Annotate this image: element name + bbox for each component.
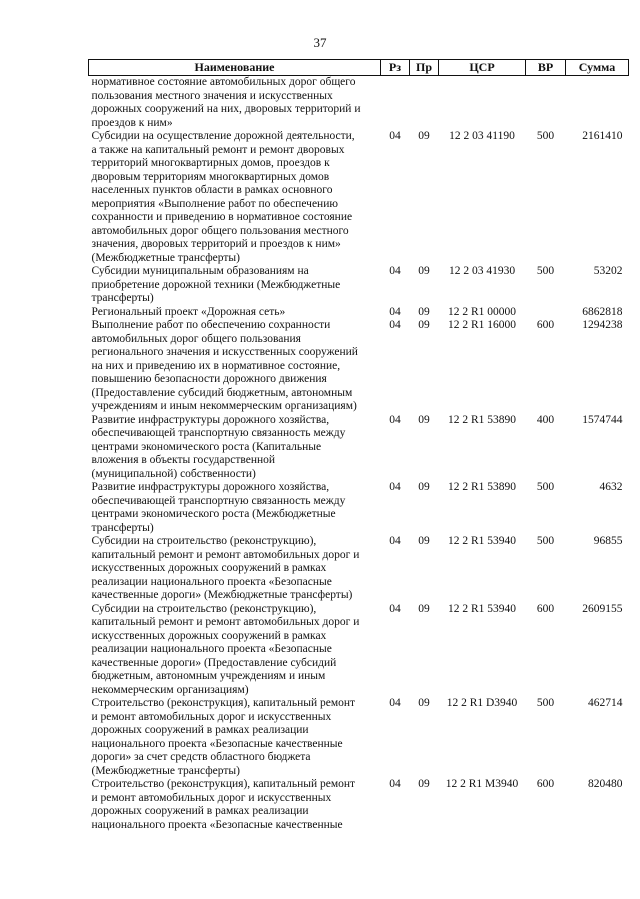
row-sum: 1294238 [582, 319, 623, 331]
table-row [89, 535, 629, 603]
row-rz: 04 [389, 319, 401, 331]
row-sum [566, 76, 629, 131]
row-rz: 04 [389, 481, 401, 493]
row-vr: 500 [536, 535, 555, 547]
row-sum: 2609155 [582, 602, 623, 615]
row-name: Развитие инфраструктуры дорожного хозяйства, обеспечивающей транспортную связанность между центрами экономического роста (Межбюджетные трансферты) [91, 481, 346, 534]
row-rz: 04 [389, 305, 401, 318]
row-vr: 500 [536, 481, 555, 493]
row-name: Выполнение работ по обеспечению сохранности автомобильных дорог общего пользования регионального значения и искусственных сооружений на них и приведению их в нормативное состояние, повышению безопасности дорожного движения (Предоставление субсидий бюджетным, автономным учреждениям и иным некоммерческим организациям) [91, 319, 358, 412]
header-pr: Пр [410, 60, 439, 76]
table-row [89, 306, 629, 320]
row-sum: 6862818 [582, 305, 623, 318]
row-sum: 1574744 [582, 413, 623, 426]
row-pr: 09 [418, 602, 430, 615]
row-vr: 500 [536, 697, 555, 709]
row-rz: 04 [389, 602, 401, 615]
row-rz: 04 [389, 413, 401, 426]
row-pr: 09 [418, 481, 430, 493]
row-sum: 4632 [599, 481, 623, 493]
row-csr: 12 2 R1 D3940 [446, 697, 518, 709]
row-pr: 09 [418, 697, 430, 709]
table-row [89, 130, 629, 265]
row-csr: 12 2 03 41190 [449, 130, 515, 142]
row-pr: 09 [418, 130, 430, 142]
row-rz: 04 [389, 535, 401, 547]
row-vr: 500 [536, 130, 555, 142]
table-row [89, 697, 629, 778]
row-name: Субсидии на осуществление дорожной деятельности, а также на капитальный ремонт и ремонт дворовых территорий многоквартирных домов, проездов к дворовым территориям многоквартирных домов населенных пунктов области в рамках основного мероприятия «Выполнение работ по обеспечению сохранности и приведению в нормативное состояние автомобильных дорог общего пользования местного значения, дворовых территорий и проездов к ним» (Межбюджетные трансферты) [91, 130, 355, 264]
row-vr [526, 306, 566, 320]
row-pr [410, 76, 439, 131]
row-vr: 600 [536, 319, 555, 331]
row-csr [439, 76, 526, 131]
row-name: Строительство (реконструкция), капитальный ремонт и ремонт автомобильных дорог и искусственных дорожных сооружений в рамках реализации национального проекта «Безопасные качественные [91, 778, 356, 831]
row-rz: 04 [389, 778, 401, 790]
row-name: нормативное состояние автомобильных дорог общего пользования местного значения и искусственных дорожных сооружений на них, дворовых территорий и проездов к ним» [91, 76, 361, 129]
row-csr: 12 2 R1 53890 [447, 481, 517, 493]
row-rz: 04 [389, 265, 401, 277]
row-pr: 09 [418, 535, 430, 547]
table-row [89, 76, 629, 131]
row-sum: 462714 [588, 697, 623, 709]
row-sum: 53202 [593, 265, 623, 277]
row-vr: 500 [536, 265, 555, 277]
row-name: Развитие инфраструктуры дорожного хозяйства, обеспечивающей транспортную связанность между центрами экономического роста (Капитальные вложения в объекты государственной (муниципальной) собственности) [91, 413, 346, 480]
page-number: 37 [313, 35, 327, 50]
table-row [89, 319, 629, 414]
row-vr: 600 [536, 778, 555, 790]
table-row [89, 481, 629, 535]
budget-table [88, 59, 629, 832]
row-rz: 04 [389, 130, 401, 142]
row-sum: 96855 [593, 535, 623, 547]
row-pr: 09 [418, 778, 430, 790]
table-row [89, 603, 629, 698]
header-rz: Рз [381, 60, 410, 76]
row-pr: 09 [418, 305, 430, 318]
row-csr: 12 2 R1 M3940 [445, 778, 519, 790]
row-csr: 12 2 03 41930 [448, 265, 516, 277]
row-name: Субсидии муниципальным образованиям на приобретение дорожной техники (Межбюджетные трансферты) [91, 265, 341, 304]
row-pr: 09 [418, 319, 430, 331]
table-header-row [89, 60, 629, 76]
header-name: Наименование [89, 60, 381, 76]
row-csr: 12 2 R1 53940 [447, 602, 517, 615]
table-row [89, 414, 629, 482]
row-vr [526, 76, 566, 131]
header-sum: Сумма [566, 60, 629, 76]
row-vr: 600 [536, 602, 555, 615]
row-vr: 400 [536, 413, 555, 426]
row-rz: 04 [389, 697, 401, 709]
row-name: Строительство (реконструкция), капитальный ремонт и ремонт автомобильных дорог и искусственных дорожных сооружений в рамках реализации национального проекта «Безопасные качественные дороги» за счет средств областного бюджета (Межбюджетные трансферты) [91, 697, 356, 777]
row-name: Региональный проект «Дорожная сеть» [91, 305, 286, 318]
header-csr: ЦСР [439, 60, 526, 76]
row-csr: 12 2 R1 16000 [447, 319, 517, 331]
row-csr: 12 2 R1 53940 [447, 535, 517, 547]
table-row [89, 778, 629, 832]
row-pr: 09 [418, 413, 430, 426]
row-sum: 820480 [588, 778, 623, 790]
row-rz [381, 76, 410, 131]
row-pr: 09 [418, 265, 430, 277]
row-csr: 12 2 R1 53890 [447, 413, 517, 426]
row-sum: 2161410 [582, 130, 623, 142]
header-vr: ВР [526, 60, 566, 76]
row-csr: 12 2 R1 00000 [447, 305, 517, 318]
table-row [89, 265, 629, 306]
row-name: Субсидии на строительство (реконструкцию), капитальный ремонт и ремонт автомобильных дорог и искусственных дорожных сооружений в рамках реализации национального проекта «Безопасные качественные дороги» (Межбюджетные трансферты) [91, 535, 360, 601]
row-name: Субсидии на строительство (реконструкцию), капитальный ремонт и ремонт автомобильных дорог и искусственных дорожных сооружений в рамках реализации национального проекта «Безопасные качественные дороги» (Предоставление субсидий бюджетным, автономным учреждениям и иным некоммерческим организациям) [91, 602, 360, 696]
